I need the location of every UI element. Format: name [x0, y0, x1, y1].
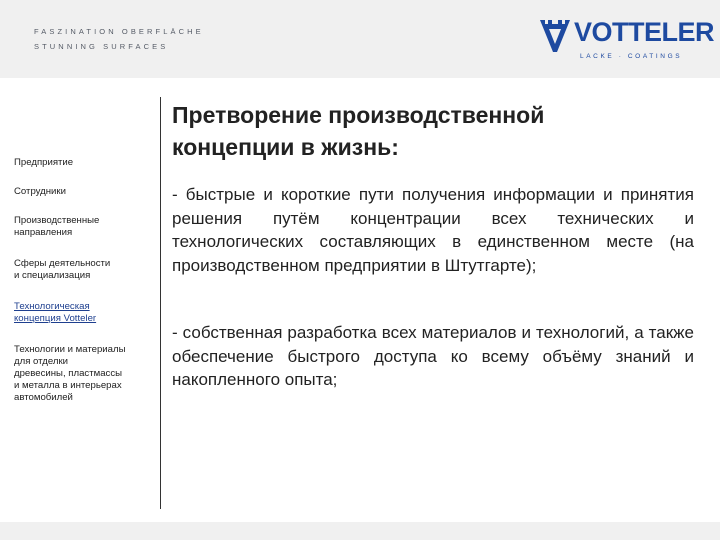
- paragraph-1: - быстрые и короткие пути получения информации и принятия решения путём концентрации всех технических и технологических составляющих в единственном месте (на производственном предприятии в Штутгарте);: [172, 185, 694, 275]
- sidebar-item-technologies-materials[interactable]: Технологии и материалы для отделки древесины, пластмассы и металла в интерьерах автомобилей: [14, 344, 126, 403]
- votteler-v-mark-icon: [540, 20, 570, 52]
- sidebar-item-production-areas[interactable]: Производственные направления: [14, 215, 100, 238]
- sidebar-item-company[interactable]: Предприятие: [14, 157, 74, 168]
- divider-line: [160, 97, 161, 509]
- header-bar: [0, 0, 720, 78]
- logo-subtitle: LACKE · COATINGS: [580, 53, 683, 60]
- tagline-line-1: FASZINATION OBERFLÄCHE: [34, 27, 204, 36]
- footer-bar: [0, 522, 720, 540]
- page-title: Претворение производственной концепции в жизнь:: [172, 102, 545, 160]
- tagline-line-2: STUNNING SURFACES: [34, 42, 169, 51]
- logo-wordmark: VOTTELER: [574, 17, 715, 47]
- sidebar-item-technology-concept[interactable]: Технологическая концепция Votteler: [14, 301, 97, 324]
- paragraph-2: - собственная разработка всех материалов и технологий, а также обеспечение быстрого доступа ко всему объёму знаний и накопленного опыта;: [172, 323, 694, 389]
- sidebar-item-staff[interactable]: Сотрудники: [14, 186, 66, 197]
- votteler-logo: [540, 17, 715, 67]
- sidebar-item-fields-of-activity[interactable]: Сферы деятельности и специализация: [14, 258, 111, 281]
